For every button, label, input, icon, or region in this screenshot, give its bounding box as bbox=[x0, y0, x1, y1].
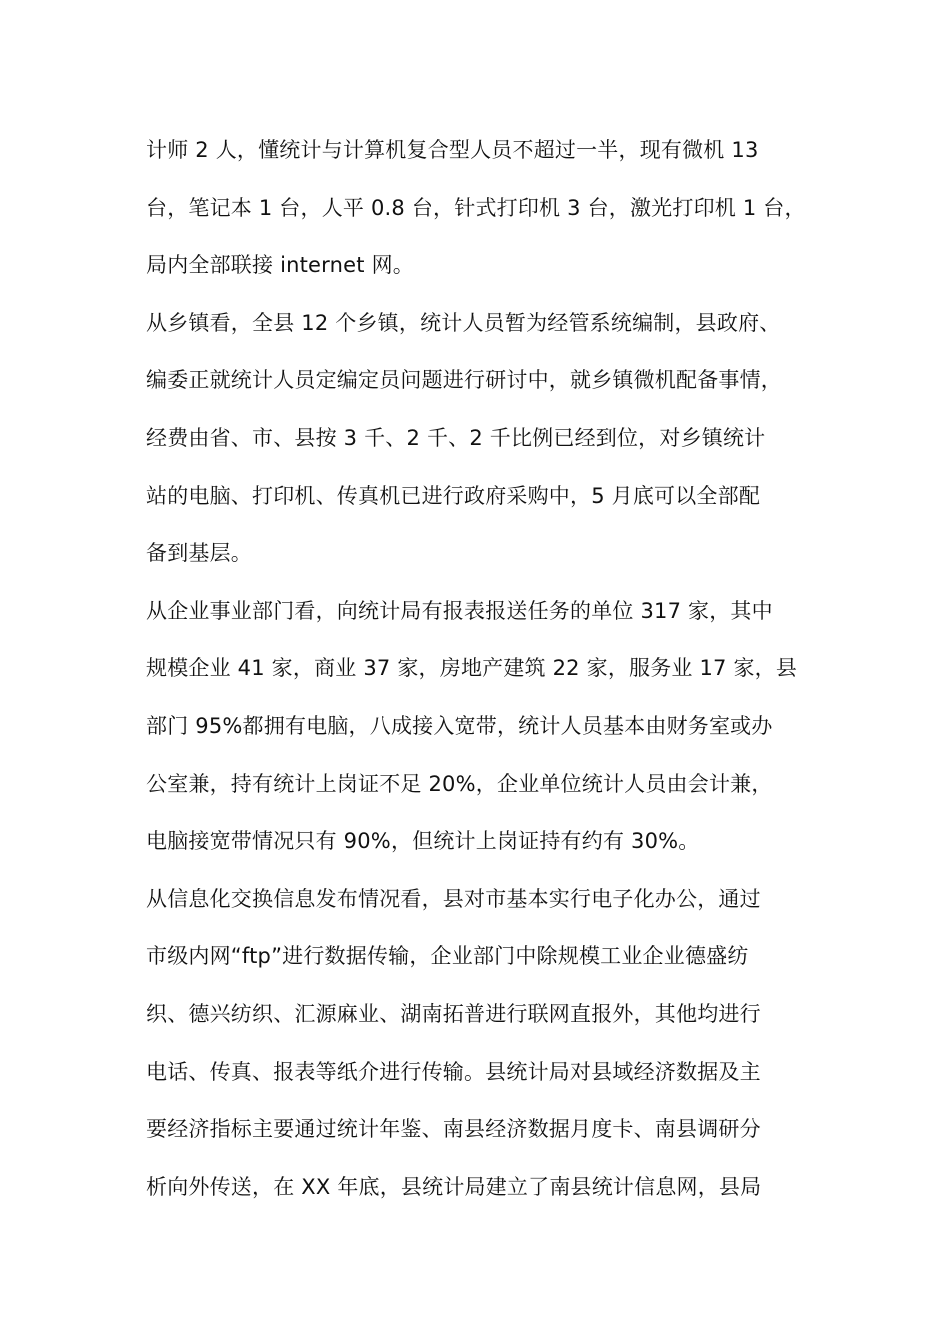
paragraph-start-line: 从信息化交换信息发布情况看，县对市基本实行电子化办公，通过 bbox=[146, 886, 761, 911]
text-line: 公室兼，持有统计上岗证不足 20%，企业单位统计人员由会计兼， bbox=[146, 771, 773, 796]
text-line: 织、德兴纺织、汇源麻业、湖南拓普进行联网直报外，其他均进行 bbox=[146, 1001, 761, 1026]
text-line: 部门 95%都拥有电脑，八成接入宽带，统计人员基本由财务室或办 bbox=[146, 713, 773, 738]
text-line: 备到基层。 bbox=[146, 541, 252, 566]
text-line: 电脑接宽带情况只有 90%，但统计上岗证持有约有 30%。 bbox=[146, 829, 700, 854]
text-line: 站的电脑、打印机、传真机已进行政府采购中，5 月底可以全部配 bbox=[146, 483, 761, 508]
text-line: 经费由省、市、县按 3 千、2 千、2 千比例已经到位，对乡镇统计 bbox=[146, 425, 766, 450]
text-line: 电话、传真、报表等纸介进行传输。县统计局对县域经济数据及主 bbox=[146, 1059, 761, 1084]
text-line: 计师 2 人，懂统计与计算机复合型人员不超过一半，现有微机 13 bbox=[146, 138, 759, 162]
text-line: 析向外传送，在 XX 年底，县统计局建立了南县统计信息网，县局 bbox=[146, 1174, 762, 1199]
text-line: 编委正就统计人员定编定员问题进行研讨中，就乡镇微机配备事情， bbox=[146, 368, 782, 393]
text-line: 台，笔记本 1 台，人平 0.8 台，针式打印机 3 台，激光打印机 1 台， bbox=[146, 195, 806, 220]
body-text bbox=[146, 122, 818, 1216]
paragraph-start-line: 从企业事业部门看，向统计局有报表报送任务的单位 317 家，其中 bbox=[146, 598, 773, 623]
text-line: 规模企业 41 家，商业 37 家，房地产建筑 22 家，服务业 17 家，县 bbox=[146, 656, 798, 681]
text-line: 市级内网“ftp”进行数据传输，企业部门中除规模工业企业德盛纺 bbox=[146, 944, 749, 969]
paragraph-start-line: 从乡镇看，全县 12 个乡镇，统计人员暂为经管系统编制，县政府、 bbox=[146, 310, 781, 335]
text-line: 局内全部联接 internet 网。 bbox=[146, 253, 414, 278]
text-line: 要经济指标主要通过统计年鉴、南县经济数据月度卡、南县调研分 bbox=[146, 1117, 761, 1142]
